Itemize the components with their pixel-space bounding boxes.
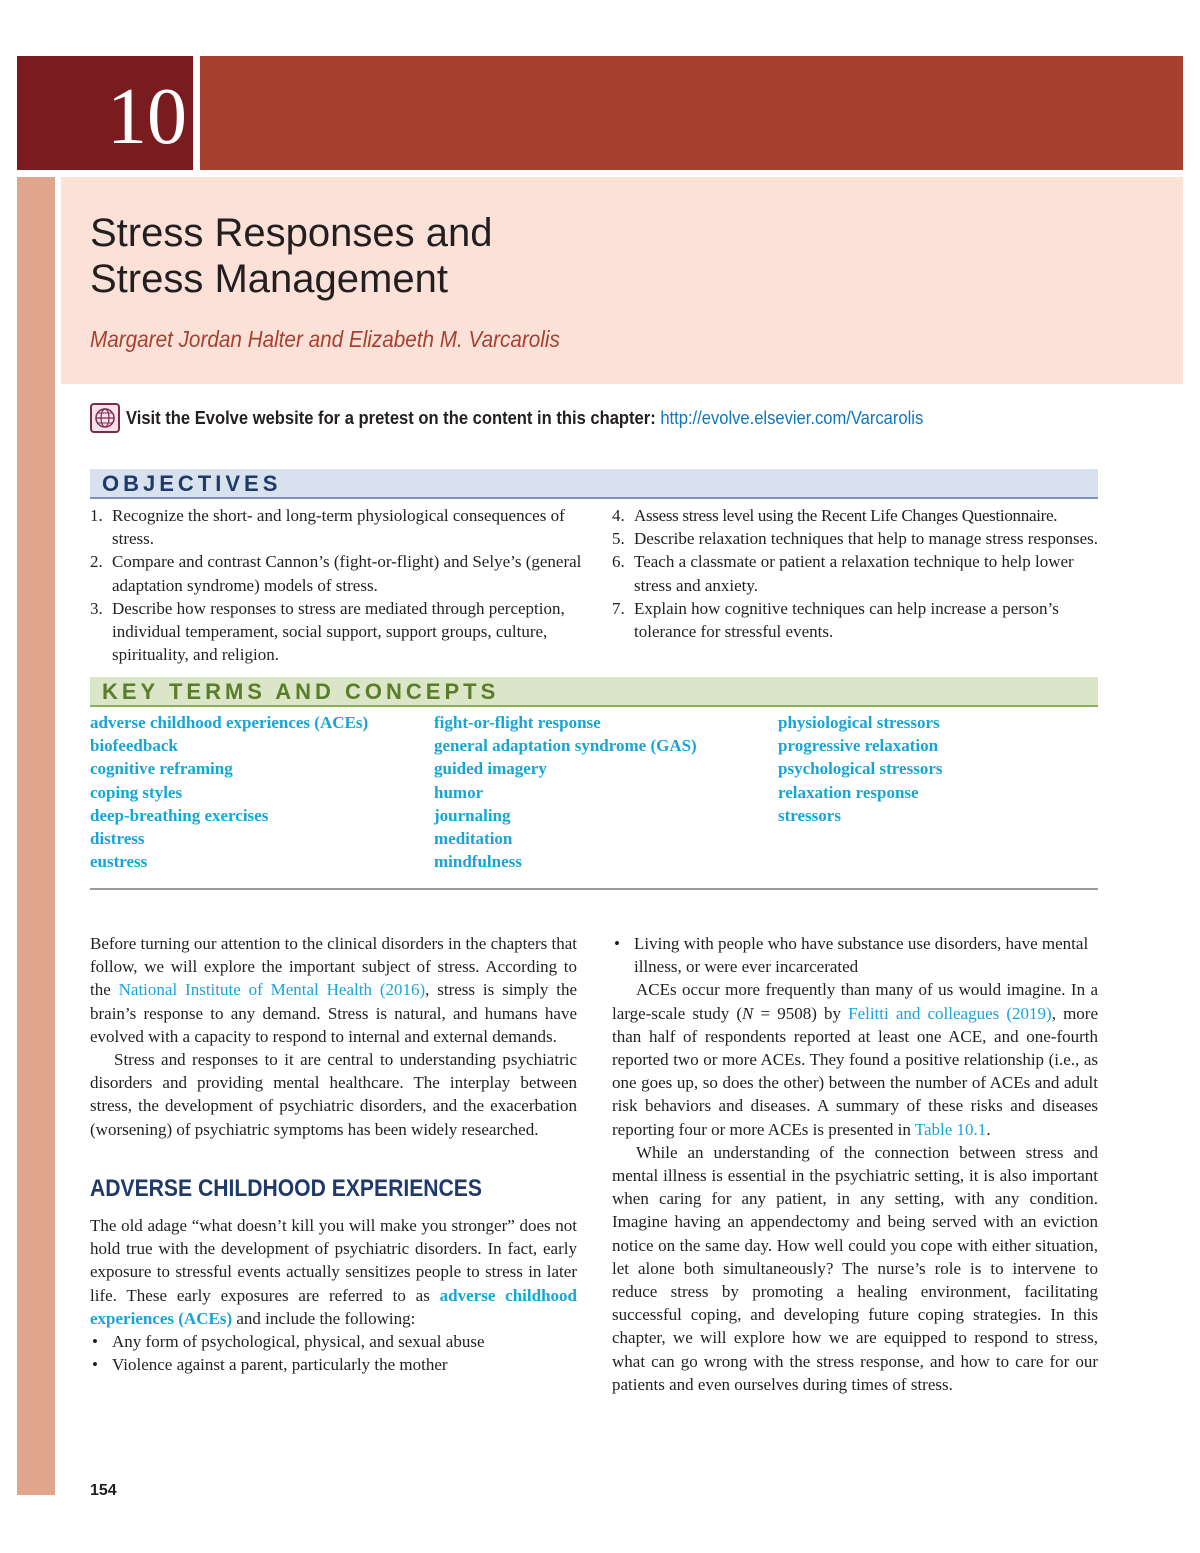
body-paragraph: Stress and responses to it are central to understanding psychiatric disorders and providing mental healthcare. The interplay between stress, the development of psychiatric disorders, and the exacerbation (worsening) of psychiatric symptoms has been widely researched. xyxy=(90,1050,577,1139)
key-term[interactable]: humor xyxy=(434,782,484,802)
key-term[interactable]: fight-or-flight response xyxy=(434,713,601,732)
body-column-left xyxy=(90,932,577,1376)
list-item: • Any form of psychological, physical, and sexual abuse xyxy=(90,1330,577,1353)
key-term[interactable]: meditation xyxy=(434,829,513,849)
key-terms-col3 xyxy=(778,711,943,827)
citation-link[interactable]: Felitti and colleagues (2019) xyxy=(848,1003,1052,1023)
key-term[interactable]: deep-breathing exercises xyxy=(90,805,269,825)
objectives-list-right xyxy=(612,504,1102,643)
key-term[interactable]: general adaptation syndrome (GAS) xyxy=(434,736,697,756)
key-term[interactable]: cognitive reframing xyxy=(90,759,233,779)
body-paragraph: ACEs occur more frequently than many of us would imagine. In a large-scale study (N = 9508) by Felitti and colleagues (2019), more than half of respondents reported at least one ACE, and one-fourth reported two or more ACEs. They found a positive relationship (i.e., as one goes up, so does the other) between the number of ACEs and adult risk behaviors and diseases. A summary of these risks and diseases reporting four or more ACEs is presented in Table 10.1. xyxy=(612,980,1098,1139)
key-terms-col1 xyxy=(90,711,368,873)
key-term[interactable]: psychological stressors xyxy=(778,759,943,779)
objectives-list-left xyxy=(90,504,590,666)
body-paragraph: Before turning our attention to the clinical disorders in the chapters that follow, we will explore the important subject of stress. According to the National Institute of Mental Health (2016), stress is simply the brain’s response to any demand. Stress is natural, and humans have evolved with a capacity to respond to internal and external demands. xyxy=(90,934,577,1046)
chapter-number: 10 xyxy=(107,73,187,161)
page-number: 154 xyxy=(90,1482,117,1499)
chapter-title-line2: Stress Management xyxy=(90,257,448,301)
list-item: • Violence against a parent, particularly the mother xyxy=(90,1353,577,1376)
ace-list-continued xyxy=(612,932,1098,978)
header-band xyxy=(200,56,1183,170)
body-column-right xyxy=(612,932,1098,1396)
key-term[interactable]: physiological stressors xyxy=(778,713,940,732)
table-link[interactable]: Table 10.1 xyxy=(914,1119,987,1139)
evolve-notice xyxy=(90,403,993,433)
key-terms-col2 xyxy=(434,711,697,873)
evolve-text: Visit the Evolve website for a pretest on the content in this chapter: xyxy=(126,407,661,428)
key-term-inline[interactable]: adverse childhood experiences (ACEs) xyxy=(90,1285,577,1328)
header-divider xyxy=(193,56,200,170)
citation-link[interactable]: National Institute of Mental Health (2016) xyxy=(118,980,426,1000)
key-term[interactable]: coping styles xyxy=(90,782,183,802)
chapter-title xyxy=(90,210,790,302)
key-term[interactable]: biofeedback xyxy=(90,736,178,756)
evolve-link[interactable]: http://evolve.elsevier.com/Varcarolis xyxy=(660,407,924,428)
body-paragraph: While an understanding of the connection between stress and mental illness is essential in the psychiatric setting, it is also important when caring for any patient, in any setting, with any condition. Imagine having an appendectomy and being served with an eviction notice on the same day. How well could you cope with either situation, let alone both simultaneously? The nurse’s role is to intervene to reduce stress by promoting a healing environment, facilitating successful coping, and developing future coping strategies. In this chapter, we will explore how we are equipped to respond to stress, what can go wrong with the stress response, and how to care for our patients and even ourselves during times of stress. xyxy=(612,1142,1098,1394)
section-rule xyxy=(90,888,1098,890)
key-term[interactable]: progressive relaxation xyxy=(778,736,939,756)
key-term[interactable]: adverse childhood experiences (ACEs) xyxy=(90,713,369,732)
side-strip xyxy=(17,177,55,1495)
key-term[interactable]: eustress xyxy=(90,852,148,872)
objective-item: 6. Teach a classmate or patient a relaxation technique to help lower stress and anxiety. xyxy=(612,552,1074,595)
objective-item: 3. Describe how responses to stress are mediated through perception, individual temperament, social support, support groups, culture, spirituality, and religion. xyxy=(90,598,565,665)
ace-list xyxy=(90,1330,577,1376)
key-terms-heading: KEY TERMS AND CONCEPTS xyxy=(90,677,1098,707)
list-item: • Living with people who have substance use disorders, have mental illness, or were ever incarcerated xyxy=(612,932,1098,978)
globe-icon xyxy=(90,403,120,433)
objective-item: 2. Compare and contrast Cannon’s (fight-or-flight) and Selye’s (general adaptation syndrome) models of stress. xyxy=(90,552,582,595)
key-term[interactable]: journaling xyxy=(434,805,511,825)
objective-item: 1. Recognize the short- and long-term physiological consequences of stress. xyxy=(90,506,565,549)
section-heading: ADVERSE CHILDHOOD EXPERIENCES xyxy=(90,1174,482,1202)
objective-item: 4. Assess stress level using the Recent Life Changes Questionnaire. xyxy=(612,506,1058,525)
objective-item: 7. Explain how cognitive techniques can help increase a person’s tolerance for stressful events. xyxy=(612,598,1059,642)
key-term[interactable]: distress xyxy=(90,829,145,849)
key-term[interactable]: stressors xyxy=(778,805,841,825)
key-term[interactable]: guided imagery xyxy=(434,759,547,779)
objective-item: 5. Describe relaxation techniques that help to manage stress responses. xyxy=(612,529,1099,549)
chapter-authors: Margaret Jordan Halter and Elizabeth M. Varcarolis xyxy=(90,326,560,352)
chapter-title-line1: Stress Responses and xyxy=(90,211,493,255)
body-paragraph: The old adage “what doesn’t kill you will make you stronger” does not hold true with the development of psychiatric disorders. In fact, early exposure to stressful events actually sensitizes people to stress in later life. These early exposures are referred to as adverse childhood experiences (ACEs) and include the following: xyxy=(90,1216,577,1328)
key-term[interactable]: relaxation response xyxy=(778,782,919,802)
objectives-heading: OBJECTIVES xyxy=(90,469,1098,499)
key-term[interactable]: mindfulness xyxy=(434,852,522,872)
